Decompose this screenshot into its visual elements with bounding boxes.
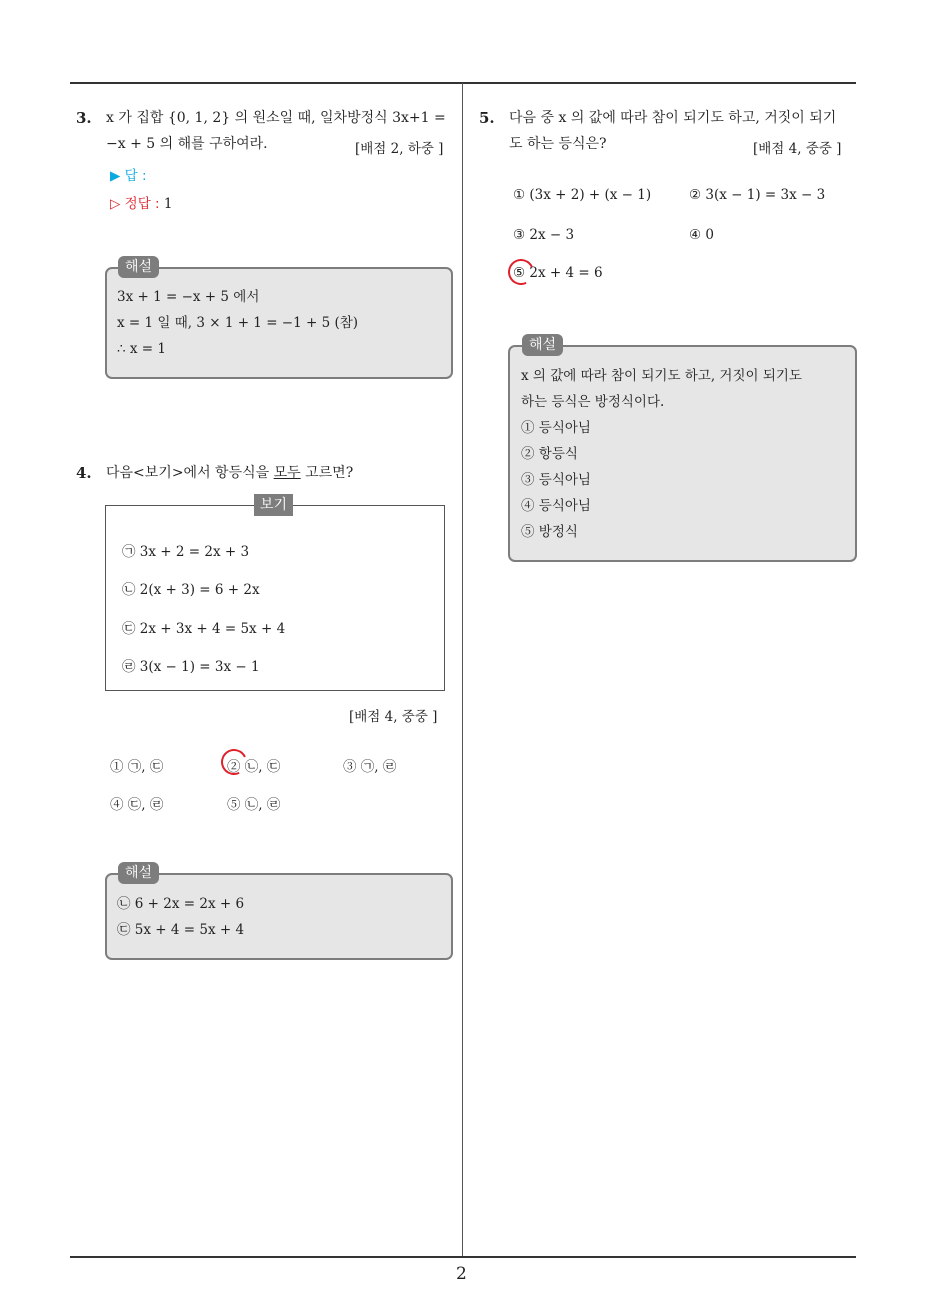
explanation-line: 하는 등식은 방정식이다. [521, 394, 665, 410]
bogi-item: ㉡ 2(x + 3) = 6 + 2x [122, 582, 260, 598]
explanation-title: 해설 [118, 862, 159, 884]
choice-5[interactable]: ⑤ ㉡, ㉣ [227, 797, 281, 813]
choice-4[interactable]: ④ 0 [689, 227, 714, 243]
answer-label: ▶ 답 : [110, 168, 147, 184]
choice-4[interactable]: ④ ㉢, ㉣ [110, 797, 164, 813]
question-text-after: 고르면? [300, 465, 354, 481]
question-text-line2: 도 하는 등식은? [509, 136, 607, 152]
question-number: 3. [76, 109, 92, 127]
explanation-line: ㉡ 6 + 2x = 2x + 6 [117, 896, 245, 912]
explanation-line: ⑤ 방정식 [521, 524, 578, 540]
column-divider [462, 83, 463, 1257]
question-text-line2: −x + 5 의 해를 구하여라. [106, 136, 268, 152]
explanation-title: 해설 [118, 256, 159, 278]
explanation-line: ① 등식아님 [521, 420, 591, 436]
choice-5[interactable]: ⑤ 2x + 4 = 6 [513, 265, 603, 281]
bogi-item: ㉣ 3(x − 1) = 3x − 1 [122, 659, 260, 675]
top-rule [70, 82, 856, 84]
question-text-before: 다음<보기>에서 항등식을 [106, 465, 274, 481]
question-text [106, 460, 353, 486]
explanation-line: x 의 값에 따라 참이 되기도 하고, 거짓이 되기도 [521, 368, 802, 384]
question-text-underlined: 모두 [273, 465, 301, 481]
bottom-rule [70, 1256, 856, 1258]
explanation-line: ③ 등식아님 [521, 472, 591, 488]
bogi-title: 보기 [254, 494, 293, 516]
correct-value: 1 [163, 196, 173, 212]
choice-2[interactable]: ② 3(x − 1) = 3x − 3 [689, 187, 826, 203]
page-number: 2 [456, 1264, 467, 1284]
score-label: [배점 2, 하중 ] [355, 141, 444, 157]
question-text-line1: x 가 집합 {0, 1, 2} 의 원소일 때, 일차방정식 3x+1 = [106, 110, 446, 126]
choice-1[interactable]: ① (3x + 2) + (x − 1) [513, 187, 652, 203]
question-number: 4. [76, 464, 92, 482]
explanation-line: ② 항등식 [521, 446, 578, 462]
choice-2[interactable]: ② ㉡, ㉢ [227, 759, 281, 775]
choice-1[interactable]: ① ㉠, ㉢ [110, 759, 164, 775]
explanation-line: ④ 등식아님 [521, 498, 591, 514]
explanation-line: x = 1 일 때, 3 × 1 + 1 = −1 + 5 (참) [117, 315, 359, 331]
explanation-text [521, 363, 802, 545]
explanation-line: 3x + 1 = −x + 5 에서 [117, 289, 260, 305]
explanation-title: 해설 [522, 334, 563, 356]
choice-3[interactable]: ③ ㉠, ㉣ [343, 759, 397, 775]
bogi-item: ㉠ 3x + 2 = 2x + 3 [122, 544, 250, 560]
score-label: [배점 4, 중중 ] [753, 141, 842, 157]
bogi-item: ㉢ 2x + 3x + 4 = 5x + 4 [122, 621, 286, 637]
correct-label: ▷ 정답 : [110, 196, 160, 212]
score-label: [배점 4, 중중 ] [349, 709, 438, 725]
question-number: 5. [479, 109, 495, 127]
question-text-line1: 다음 중 x 의 값에 따라 참이 되기도 하고, 거짓이 되기 [509, 110, 837, 126]
choice-3[interactable]: ③ 2x − 3 [513, 227, 575, 243]
explanation-line: ㉢ 5x + 4 = 5x + 4 [117, 922, 245, 938]
explanation-line: ∴ x = 1 [117, 341, 166, 357]
explanation-text [117, 284, 358, 362]
correct-answer [110, 192, 173, 212]
explanation-text [117, 891, 244, 943]
selected-choice-mark [504, 255, 537, 288]
